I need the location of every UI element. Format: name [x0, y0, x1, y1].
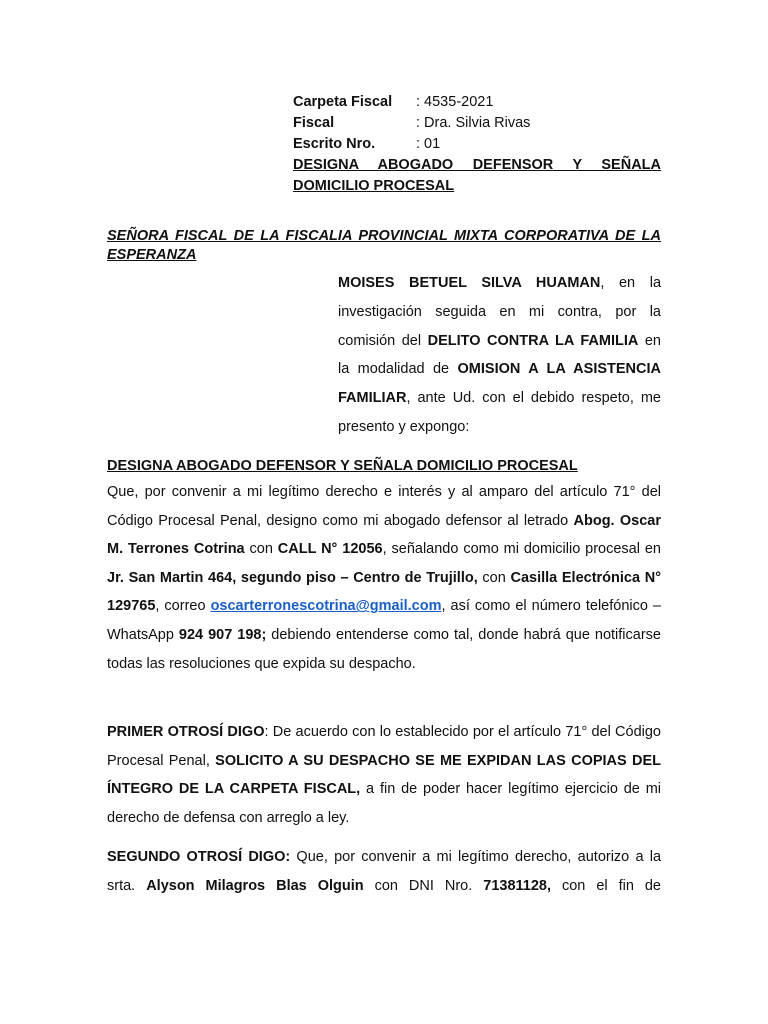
- escrito-row: [293, 134, 661, 155]
- escrito-label: Escrito Nro.: [293, 136, 376, 152]
- fiscal-value: : Dra. Silvia Rivas: [416, 115, 531, 131]
- procedural-address: Jr. San Martin 464, segundo piso – Centro de Trujillo,: [107, 569, 478, 586]
- carpeta-row: [293, 92, 661, 113]
- first-otrosi-label: PRIMER OTROSÍ DIGO: [107, 724, 265, 740]
- lawyer-name: Abog. Oscar M. Terrones Cotrina: [107, 512, 661, 558]
- copies-request: SOLICITO A SU DESPACHO SE ME EXPIDAN LAS COPIAS DEL ÍNTEGRO DE LA CARPETA FISCAL,: [107, 752, 662, 798]
- crime-name: DELITO CONTRA LA FAMILIA: [427, 332, 639, 349]
- fiscal-label: Fiscal: [293, 115, 335, 131]
- email-link[interactable]: oscarterronescotrina@gmail.com: [210, 598, 442, 615]
- call-number: CALL N° 12056: [277, 541, 383, 558]
- fiscal-row: [293, 113, 661, 134]
- section-title: DESIGNA ABOGADO DEFENSOR Y SEÑALA DOMICILIO PROCESAL: [107, 458, 578, 474]
- second-otrosi-label: SEGUNDO OTROSÍ DIGO:: [107, 849, 291, 865]
- phone-number: 924 907 198;: [178, 626, 267, 643]
- escrito-value: : 01: [416, 136, 441, 152]
- crime-modality: OMISION A LA ASISTENCIA FAMILIAR: [338, 361, 661, 407]
- electronic-box: Casilla Electrónica N° 129765: [107, 569, 661, 615]
- authorized-person: Alyson Milagros Blas Olguin: [146, 877, 364, 894]
- designation-paragraph: Que, por convenir a mi legítimo derecho e interés y al amparo del artículo 71° del Código Procesal Penal, designo como mi abogado defensor al letrado Abog. Oscar M. Terrones Cotrina con CALL N° 12056, señalando como mi domicilio procesal en Jr. San Martin 464, segundo piso – Centro de Trujillo, con Casilla Electrónica N° 129765, correo oscarterronescotrina@gmail.com, así como el número telefónico – WhatsApp 924 907 198; debiendo entenderse como tal, donde habrá que notificarse todas las resoluciones que expida su despacho.: [107, 484, 661, 672]
- carpeta-label: Carpeta Fiscal: [293, 94, 393, 110]
- dni-number: 71381128,: [483, 877, 551, 894]
- case-header: [293, 92, 661, 197]
- first-otrosi-paragraph: PRIMER OTROSÍ DIGO: De acuerdo con lo establecido por el artículo 71° del Código Procesal Penal, SOLICITO A SU DESPACHO SE ME EXPIDAN LAS COPIAS DEL ÍNTEGRO DE LA CARPETA FISCAL, a fin de poder hacer legítimo ejercicio de mi derecho de defensa con arreglo a ley.: [107, 724, 662, 826]
- section-designation: [107, 454, 661, 678]
- addressee: SEÑORA FISCAL DE LA FISCALIA PROVINCIAL MIXTA CORPORATIVA DE LA ESPERANZA: [107, 228, 661, 263]
- petitioner-name: MOISES BETUEL SILVA HUAMAN: [338, 275, 601, 291]
- carpeta-value: : 4535-2021: [416, 94, 494, 110]
- document-title-line1: DESIGNA ABOGADO DEFENSOR Y SEÑALA: [293, 157, 661, 173]
- intro-paragraph: MOISES BETUEL SILVA HUAMAN, en la investigación seguida en mi contra, por la comisión del DELITO CONTRA LA FAMILIA en la modalidad de OMISION A LA ASISTENCIA FAMILIAR, ante Ud. con el debido respeto, me presento y expongo:: [338, 275, 662, 435]
- second-otrosi-paragraph: SEGUNDO OTROSÍ DIGO: Que, por convenir a mi legítimo derecho, autorizo a la srta. Alyson Milagros Blas Olguin con DNI Nro. 71381128, con el fin de: [107, 849, 662, 894]
- document-title-line2: DOMICILIO PROCESAL: [293, 178, 455, 194]
